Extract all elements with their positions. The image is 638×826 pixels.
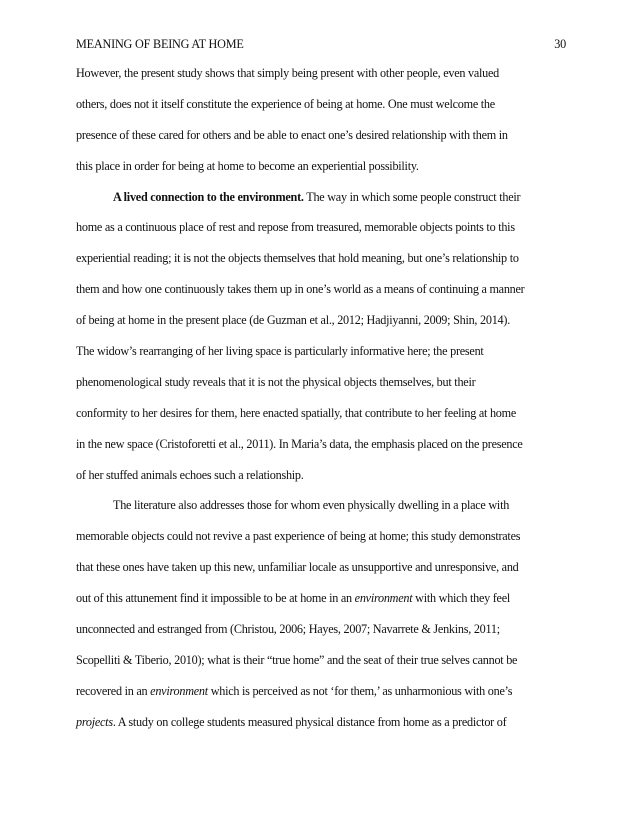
text-line: that these ones have taken up this new, unfamiliar locale as unsupportive and unresponsive, and bbox=[76, 560, 519, 575]
text-span: with which they feel bbox=[412, 591, 511, 606]
text-line: this place in order for being at home to become an experiential possibility. bbox=[76, 158, 419, 173]
text-span: recovered in an bbox=[76, 683, 151, 698]
text-line: phenomenological study reveals that it is not the physical objects themselves, but their bbox=[76, 374, 476, 389]
text-line: memorable objects could not revive a past experience of being at home; this study demonstrates bbox=[76, 529, 521, 544]
italic-term: environment bbox=[354, 591, 413, 606]
body-text bbox=[76, 58, 566, 738]
text-span: which is perceived as not ‘for them,’ as unharmonious with one’s bbox=[207, 683, 513, 698]
page-number: 30 bbox=[554, 37, 566, 51]
text-line: in the new space (Cristoforetti et al., 2011). In Maria’s data, the emphasis placed on the presence bbox=[76, 436, 523, 451]
text-line bbox=[76, 583, 566, 614]
running-title: MEANING OF BEING AT HOME bbox=[76, 37, 244, 51]
text-line: However, the present study shows that simply being present with other people, even valued bbox=[76, 66, 500, 80]
italic-term: projects bbox=[76, 714, 113, 729]
text-line: unconnected and estranged from (Christou, 2006; Hayes, 2007; Navarrete & Jenkins, 2011; bbox=[76, 622, 500, 637]
text-line: home as a continuous place of rest and repose from treasured, memorable objects points to this bbox=[76, 220, 515, 235]
text-line: experiential reading; it is not the objects themselves that hold meaning, but one’s relationship to bbox=[76, 251, 519, 266]
text-line: of her stuffed animals echoes such a relationship. bbox=[76, 467, 304, 482]
text-line: presence of these cared for others and be able to enact one’s desired relationship with them in bbox=[76, 127, 508, 142]
text-line bbox=[76, 707, 566, 738]
text-span: . A study on college students measured physical distance from home as a predictor of bbox=[112, 714, 507, 729]
text-line: The widow’s rearranging of her living space is particularly informative here; the present bbox=[76, 344, 484, 359]
text-line: The literature also addresses those for whom even physically dwelling in a place with bbox=[113, 498, 510, 513]
text-line bbox=[76, 676, 566, 707]
text-line: of being at home in the present place (de Guzman et al., 2012; Hadjiyanni, 2009; Shin, 2014). bbox=[76, 313, 511, 328]
text-line: conformity to her desires for them, here enacted spatially, that contribute to her feeling at home bbox=[76, 405, 517, 420]
text-line: them and how one continuously takes them up in one’s world as a means of continuing a manner bbox=[76, 282, 525, 297]
text-line bbox=[76, 182, 566, 213]
text-span: out of this attunement find it impossible to be at home in an bbox=[76, 591, 355, 606]
text-line: others, does not it itself constitute the experience of being at home. One must welcome the bbox=[76, 96, 495, 111]
text-span: The way in which some people construct their bbox=[303, 189, 521, 204]
italic-term: environment bbox=[150, 683, 208, 698]
section-heading: A lived connection to the environment. bbox=[113, 189, 304, 204]
text-line: Scopelliti & Tiberio, 2010); what is their “true home” and the seat of their true selves cannot be bbox=[76, 652, 518, 667]
